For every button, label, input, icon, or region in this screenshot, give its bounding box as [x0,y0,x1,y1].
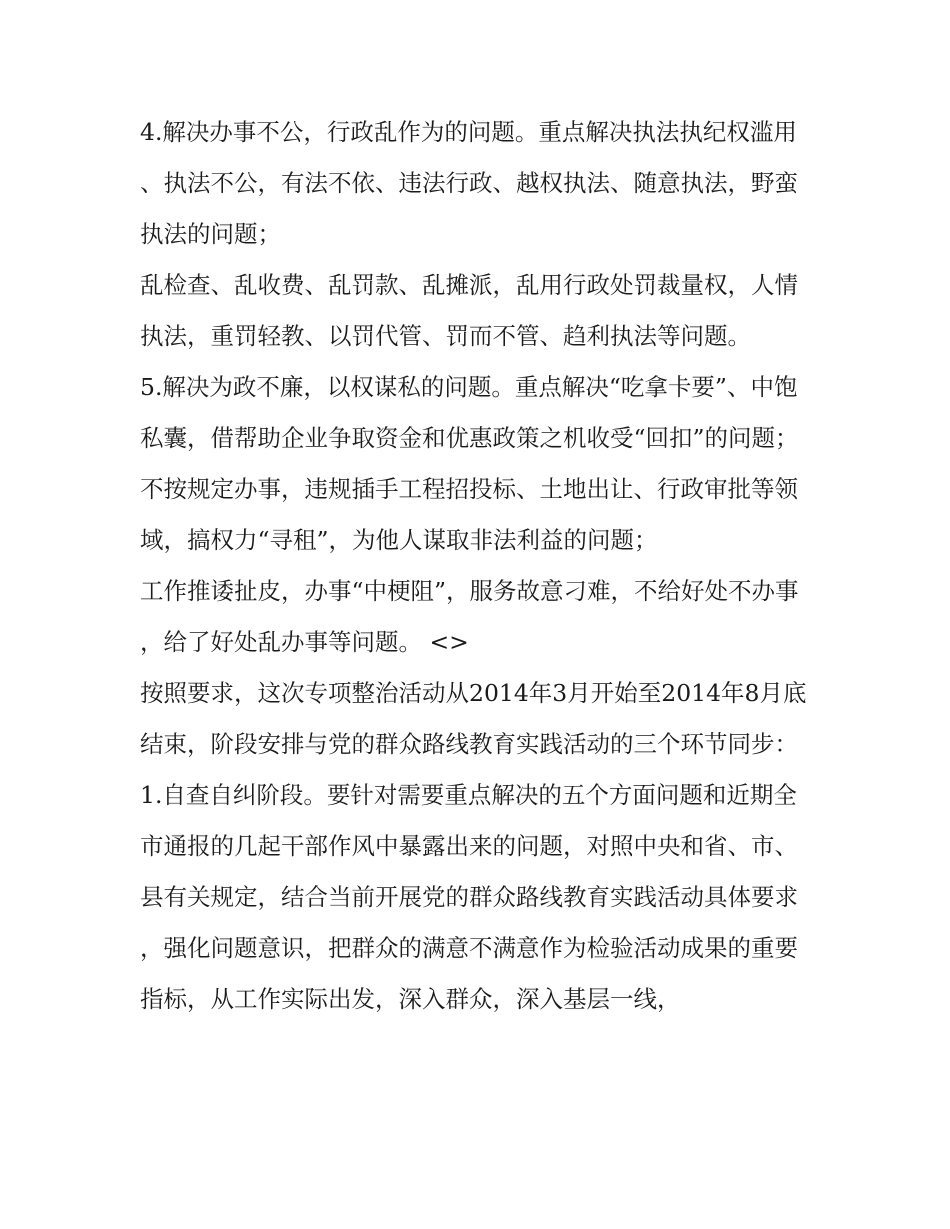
paragraph-4: 不按规定办事，违规插手工程招投标、土地出让、行政审批等领域，搞权力“寻租”，为他人谋取非法利益的问题； [140,475,798,554]
paragraph-7: 1.自查自纠阶段。要针对需要重点解决的五个方面问题和近期全市通报的几起干部作风中暴露出来的问题，对照中央和省、市、县有关规定，结合当前开展党的群众路线教育实践活动具体要求，强化问题意识，把群众的满意不满意作为检验活动成果的重要指标，从工作实际出发，深入群众，深入基层一线， [140,781,798,1013]
paragraph-3: 5.解决为政不廉，以权谋私的问题。重点解决“吃拿卡要”、中饱私囊，借帮助企业争取资金和优惠政策之机收受“回扣”的问题； [140,373,799,452]
document-body [140,107,820,1025]
paragraph-5: 工作推诿扯皮，办事“中梗阻”，服务故意刁难，不给好处不办事，给了好处乱办事等问题。 <> [140,577,799,656]
paragraph-2: 乱检查、乱收费、乱罚款、乱摊派，乱用行政处罚裁量权，人情执法，重罚轻教、以罚代管、罚而不管、趋利执法等问题。 [140,271,798,350]
paragraph-6: 按照要求，这次专项整治活动从2014年3月开始至2014年8月底结束，阶段安排与党的群众路线教育实践活动的三个环节同步： [140,679,807,758]
paragraph-1: 4.解决办事不公，行政乱作为的问题。重点解决执法执纪权滥用、执法不公，有法不依、违法行政、越权执法、随意执法，野蛮执法的问题； [140,118,798,248]
